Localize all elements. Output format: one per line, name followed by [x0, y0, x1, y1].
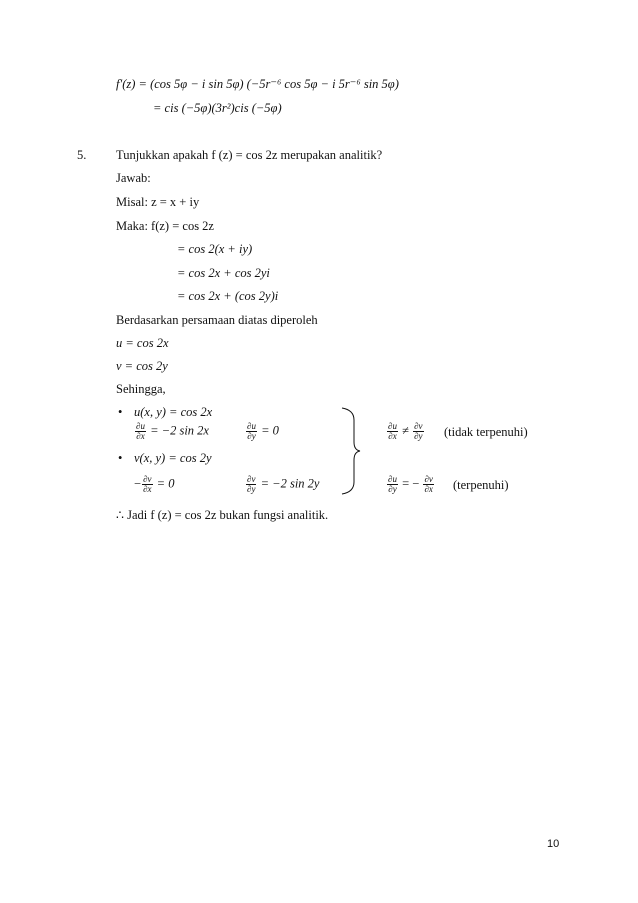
- right-brace: [340, 406, 364, 496]
- dv-dx-fraction: $\frac{\partial v}{\partial x}$: [143, 474, 152, 494]
- step-2: = cos 2x + cos 2yi: [177, 266, 270, 280]
- cr2-rhs-fraction: $\frac{\partial v}{\partial x}$: [424, 474, 433, 494]
- conclusion-line: ∴ Jadi f (z) = cos 2z bukan fungsi analitik.: [116, 508, 329, 522]
- page-number: 10: [547, 838, 560, 850]
- dv-dx-equation: − $\frac{\partial v}{\partial x}$ = 0: [134, 474, 175, 494]
- dv-dy-equation: [245, 475, 319, 494]
- derivative-line-1: f′(z) = (cos 5φ − i sin 5φ) (−5r⁻⁶ cos 5φ − i 5r⁻⁶ sin 5φ): [116, 77, 399, 91]
- question-number: 5.: [77, 148, 87, 162]
- cr1-lhs-fraction: $\frac{\partial u}{\partial x}$: [388, 421, 397, 441]
- u-definition: u = cos 2x: [116, 336, 169, 350]
- bullet-icon: •: [118, 405, 123, 419]
- step-3: = cos 2x + (cos 2y)i: [177, 289, 279, 303]
- cauchy-riemann-2: $\frac{\partial u}{\partial y}$ = − $\frac{\partial v}{\partial x}$: [388, 474, 433, 494]
- cr2-note: (terpenuhi): [453, 478, 509, 492]
- cauchy-riemann-1: [386, 422, 425, 441]
- dv-dy-fraction: $\frac{\partial v}{\partial y}$: [247, 474, 256, 494]
- derivative-line-2: = cis (−5φ)(3r²)cis (−5φ): [153, 101, 282, 115]
- du-dy-rhs: = 0: [261, 423, 279, 438]
- berdasarkan-line: Berdasarkan persamaan diatas diperoleh: [116, 313, 318, 327]
- bullet-icon: •: [118, 451, 123, 465]
- du-dx-equation: [134, 422, 209, 441]
- cr1-rhs-fraction: $\frac{\partial v}{\partial y}$: [414, 421, 423, 441]
- du-dy-equation: [245, 422, 279, 441]
- bullet-u-function: u(x, y) = cos 2x: [134, 405, 213, 419]
- du-dx-fraction: $\frac{\partial u}{\partial x}$: [136, 421, 145, 441]
- sehingga-line: Sehingga,: [116, 382, 166, 396]
- du-dy-fraction: $\frac{\partial u}{\partial y}$: [247, 421, 256, 441]
- question-text: Tunjukkan apakah f (z) = cos 2z merupakan analitik?: [116, 148, 383, 162]
- not-equal-sign: ≠: [402, 423, 409, 438]
- cr2-lhs-fraction: $\frac{\partial u}{\partial y}$: [388, 474, 397, 494]
- du-dx-rhs: = −2 sin 2x: [150, 423, 209, 438]
- v-definition: v = cos 2y: [116, 359, 168, 373]
- bullet-v-function: v(x, y) = cos 2y: [134, 451, 212, 465]
- dv-dx-rhs: = 0: [156, 476, 175, 491]
- maka-line: Maka: f(z) = cos 2z: [116, 219, 214, 233]
- cr1-note: (tidak terpenuhi): [444, 425, 528, 439]
- answer-label: Jawab:: [116, 171, 151, 185]
- dv-dy-rhs: = −2 sin 2y: [260, 476, 320, 491]
- misal-line: Misal: z = x + iy: [116, 195, 200, 209]
- step-1: = cos 2(x + iy): [177, 242, 253, 256]
